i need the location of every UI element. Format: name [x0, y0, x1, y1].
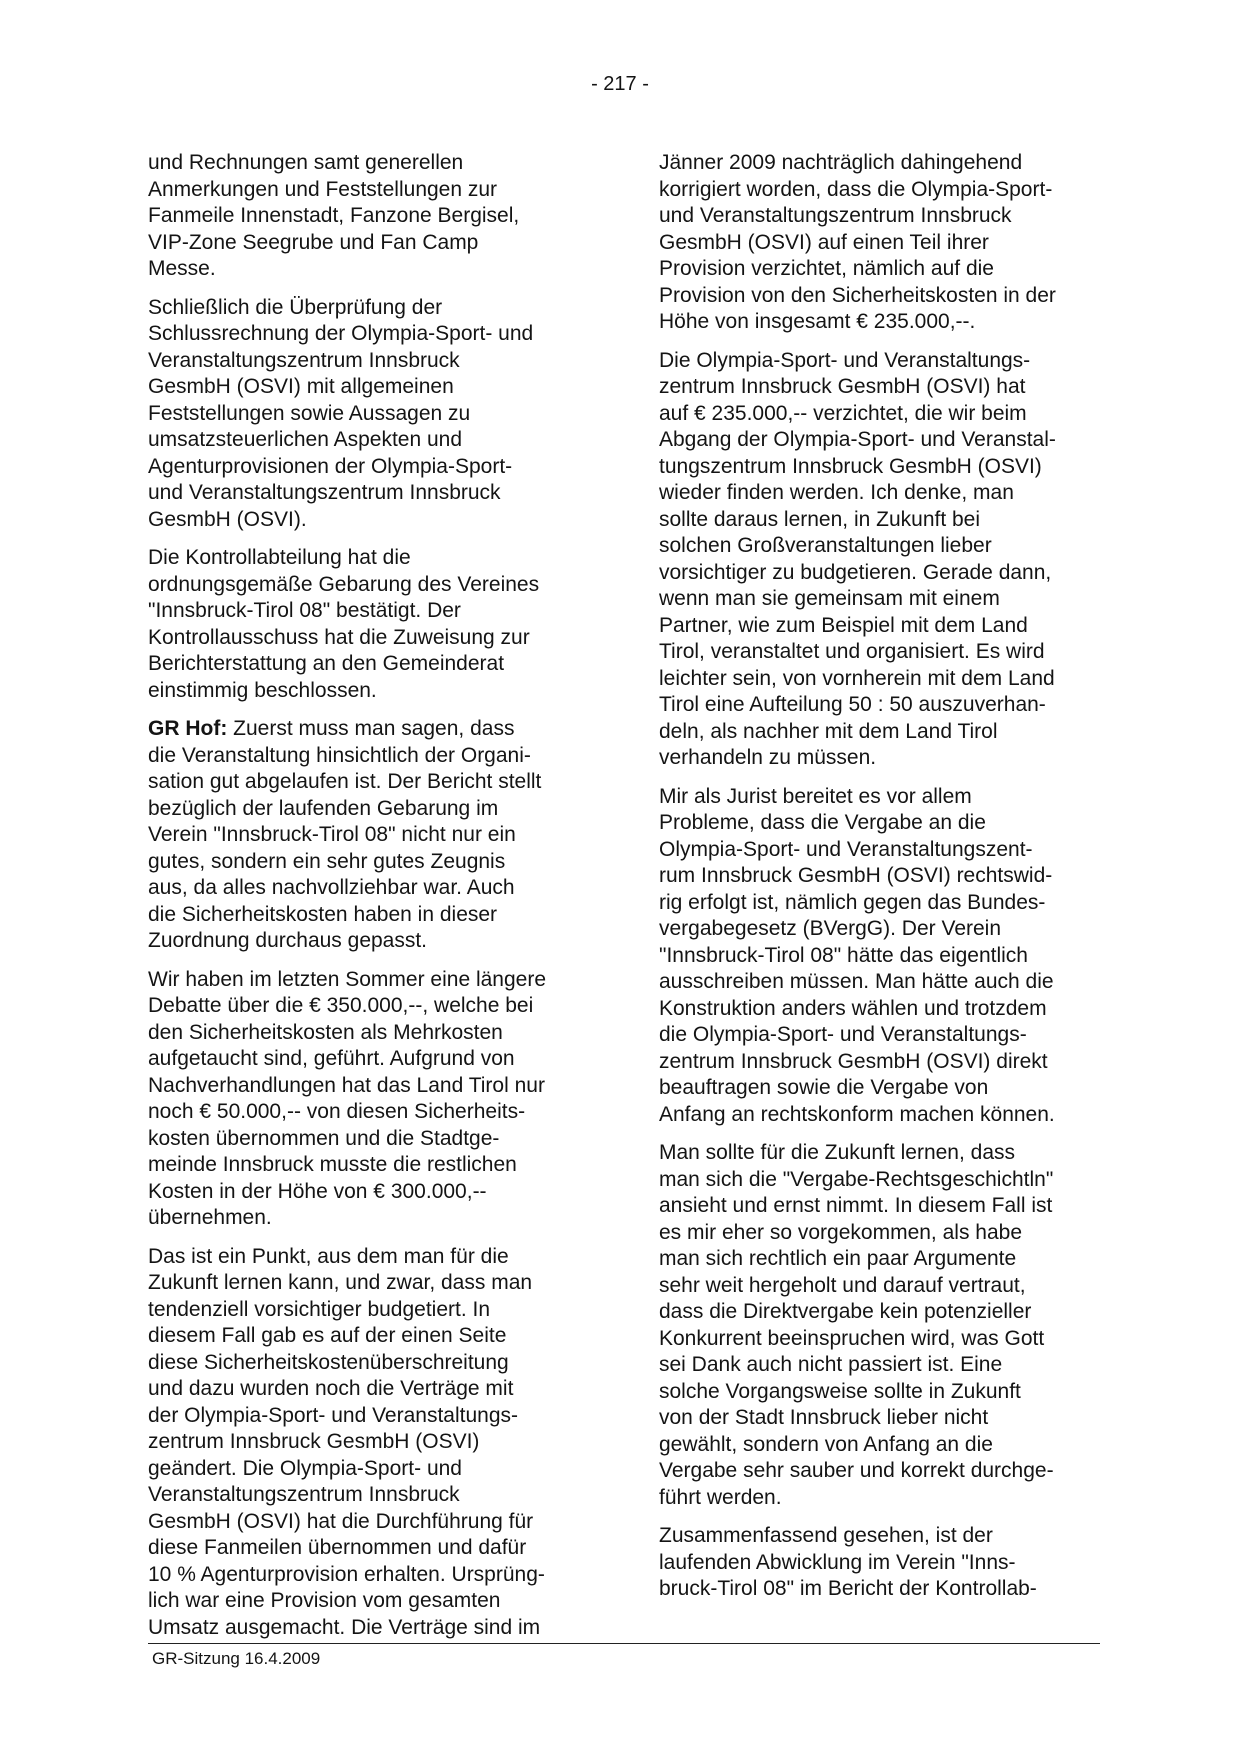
- paragraph-line: den Sicherheitskosten als Mehrkosten: [148, 1020, 503, 1044]
- paragraph-line: Berichterstattung an den Gemeinderat: [148, 652, 505, 675]
- paragraph-line: leichter sein, von vornherein mit dem Land: [659, 666, 1055, 690]
- paragraph: [659, 784, 1109, 1129]
- paragraph-line: man sich die "Vergabe-Rechtsgeschichtln": [659, 1167, 1054, 1191]
- paragraph-line: rig erfolgt ist, nämlich gegen das Bundes-: [659, 890, 1046, 914]
- paragraph-line: laufenden Abwicklung im Verein "Inns-: [659, 1550, 1016, 1574]
- paragraph-line: Schlussrechnung der Olympia-Sport- und: [148, 322, 534, 345]
- paragraph-line: Konstruktion anders wählen und trotzdem: [659, 996, 1047, 1020]
- paragraph-line: diesem Fall gab es auf der einen Seite: [148, 1324, 507, 1347]
- paragraph-line: Provision von den Sicherheitskosten in der: [659, 283, 1056, 307]
- paragraph-line: Jänner 2009 nachträglich dahingehend: [659, 151, 1023, 174]
- paragraph-line: aus, da alles nachvollziehbar war. Auch: [148, 876, 515, 899]
- paragraph-line: Schließlich die Überprüfung der: [148, 295, 443, 319]
- paragraph-line: man sich rechtlich ein paar Argumente: [659, 1247, 1017, 1270]
- paragraph-line: Die Kontrollabteilung hat die: [148, 546, 411, 569]
- paragraph-line: noch € 50.000,-- von diesen Sicherheits-: [148, 1100, 526, 1123]
- paragraph-line: Kontrollausschuss hat die Zuweisung zur: [148, 625, 530, 649]
- paragraph-line: einstimmig beschlossen.: [148, 678, 377, 702]
- paragraph-line: GesmbH (OSVI) mit allgemeinen: [148, 375, 454, 398]
- paragraph-line: verhandeln zu müssen.: [659, 746, 877, 769]
- paragraph-line: aufgetaucht sind, geführt. Aufgrund von: [148, 1047, 515, 1070]
- paragraph-line: führt werden.: [659, 1485, 782, 1509]
- paragraph: [659, 1140, 1109, 1511]
- paragraph-line: Kosten in der Höhe von € 300.000,--: [148, 1179, 487, 1203]
- paragraph-line: Das ist ein Punkt, aus dem man für die: [148, 1244, 509, 1268]
- paragraph-line: ausschreiben müssen. Man hätte auch die: [659, 970, 1054, 993]
- paragraph-line: tungszentrum Innsbruck GesmbH (OSVI): [659, 454, 1042, 478]
- paragraph-line: die Sicherheitskosten haben in dieser: [148, 902, 498, 926]
- paragraph-line: diese Sicherheitskostenüberschreitung: [148, 1350, 509, 1374]
- paragraph-line: übernehmen.: [148, 1206, 272, 1229]
- paragraph-line: ansieht und ernst nimmt. In diesem Fall ist: [659, 1194, 1053, 1217]
- paragraph-line: Probleme, dass die Vergabe an die: [659, 811, 986, 834]
- paragraph: [659, 150, 1109, 336]
- paragraph-line: GesmbH (OSVI) hat die Durchführung für: [148, 1509, 534, 1533]
- paragraph-line: Man sollte für die Zukunft lernen, dass: [659, 1141, 1016, 1164]
- paragraph-line: vorsichtiger zu budgetieren. Gerade dann,: [659, 560, 1052, 584]
- paragraph-line: korrigiert worden, dass die Olympia-Sport-: [659, 177, 1053, 201]
- paragraph-line: sehr weit hergeholt und darauf vertraut,: [659, 1273, 1026, 1297]
- paragraph: [148, 1244, 603, 1642]
- paragraph-line: Umsatz ausgemacht. Die Verträge sind im: [148, 1615, 541, 1639]
- paragraph-body: [148, 743, 603, 955]
- right-column: [659, 150, 1109, 1615]
- paragraph-line: ordnungsgemäße Gebarung des Vereines: [148, 572, 540, 596]
- paragraph-line: zentrum Innsbruck GesmbH (OSVI): [148, 1430, 480, 1453]
- paragraph-line: Veranstaltungszentrum Innsbruck: [148, 348, 460, 372]
- page-number: - 217 -: [591, 73, 649, 95]
- paragraph-line: Die Olympia-Sport- und Veranstaltungs-: [659, 348, 1031, 372]
- paragraph-line: die Veranstaltung hinsichtlich der Organi-: [148, 743, 531, 767]
- paragraph-line: Anfang an rechtskonform machen können.: [659, 1102, 1055, 1126]
- paragraph-line: sation gut abgelaufen ist. Der Bericht stellt: [148, 770, 542, 793]
- paragraph-line: Provision verzichtet, nämlich auf die: [659, 257, 994, 280]
- paragraph-line: "Innsbruck-Tirol 08" bestätigt. Der: [148, 599, 461, 622]
- paragraph: [659, 1523, 1109, 1603]
- paragraph-line: Konkurrent beeinspruchen wird, was Gott: [659, 1326, 1045, 1350]
- paragraph-line: GesmbH (OSVI).: [148, 507, 307, 531]
- paragraph-line: [148, 716, 603, 743]
- paragraph-line: GesmbH (OSVI) auf einen Teil ihrer: [659, 230, 989, 254]
- paragraph-line: Höhe von insgesamt € 235.000,--.: [659, 310, 976, 333]
- paragraph-line: dass die Direktvergabe kein potenzieller: [659, 1300, 1032, 1323]
- paragraph-line: auf € 235.000,-- verzichtet, die wir beim: [659, 401, 1027, 425]
- paragraph-line: und Veranstaltungszentrum Innsbruck: [148, 481, 501, 504]
- paragraph-line: und dazu wurden noch die Verträge mit: [148, 1377, 514, 1400]
- paragraph-line: Veranstaltungszentrum Innsbruck: [148, 1483, 460, 1506]
- paragraph-line: Feststellungen sowie Aussagen zu: [148, 401, 471, 425]
- paragraph-line: Fanmeile Innenstadt, Fanzone Bergisel,: [148, 204, 520, 227]
- left-column: [148, 150, 603, 1653]
- paragraph-line: beauftragen sowie die Vergabe von: [659, 1076, 989, 1099]
- paragraph-line: Debatte über die € 350.000,--, welche bei: [148, 994, 534, 1017]
- paragraph-line: solchen Großveranstaltungen lieber: [659, 534, 992, 557]
- paragraph-line: und Rechnungen samt generellen: [148, 151, 464, 174]
- paragraph-line: "Innsbruck-Tirol 08" hätte das eigentlich: [659, 943, 1028, 967]
- paragraph-line: gutes, sondern ein sehr gutes Zeugnis: [148, 849, 506, 873]
- paragraph-line: geändert. Die Olympia-Sport- und: [148, 1456, 462, 1480]
- paragraph-line: Anmerkungen und Feststellungen zur: [148, 177, 498, 201]
- paragraph-line: Mir als Jurist bereitet es vor allem: [659, 784, 972, 808]
- paragraph-line: 10 % Agenturprovision erhalten. Ursprüng-: [148, 1562, 545, 1586]
- footer-divider: [148, 1643, 1100, 1644]
- paragraph-line: Vergabe sehr sauber und korrekt durchge-: [659, 1459, 1054, 1482]
- paragraph-line: Messe.: [148, 257, 216, 280]
- speaker-name: GR Hof:: [148, 717, 228, 740]
- paragraph-line: wenn man sie gemeinsam mit einem: [659, 587, 1000, 610]
- speaker-text: Zuerst muss man sagen, dass: [227, 717, 515, 740]
- paragraph-line: von der Stadt Innsbruck lieber nicht: [659, 1406, 989, 1429]
- paragraph-line: es mir eher so vorgekommen, als habe: [659, 1220, 1022, 1244]
- paragraph-line: Abgang der Olympia-Sport- und Veranstal-: [659, 428, 1056, 451]
- paragraph-line: die Olympia-Sport- und Veranstaltungs-: [659, 1023, 1027, 1046]
- paragraph: [148, 967, 603, 1232]
- paragraph-line: bruck-Tirol 08" im Bericht der Kontrollab-: [659, 1577, 1037, 1600]
- paragraph-line: Zukunft lernen kann, und zwar, dass man: [148, 1271, 533, 1294]
- paragraph-line: zentrum Innsbruck GesmbH (OSVI) hat: [659, 375, 1026, 398]
- paragraph-line: Nachverhandlungen hat das Land Tirol nur: [148, 1073, 545, 1097]
- paragraph-line: wieder finden werden. Ich denke, man: [659, 481, 1014, 504]
- paragraph-line: solche Vorgangsweise sollte in Zukunft: [659, 1379, 1021, 1403]
- speaker-paragraph: [148, 716, 603, 955]
- paragraph-line: Verein "Innsbruck-Tirol 08" nicht nur ein: [148, 823, 516, 846]
- paragraph-line: und Veranstaltungszentrum Innsbruck: [659, 204, 1012, 227]
- paragraph-line: Olympia-Sport- und Veranstaltungszent-: [659, 837, 1033, 861]
- paragraph-line: umsatzsteuerlichen Aspekten und: [148, 428, 463, 451]
- paragraph-line: gewählt, sondern von Anfang an die: [659, 1432, 993, 1456]
- paragraph-line: der Olympia-Sport- und Veranstaltungs-: [148, 1403, 519, 1427]
- paragraph-line: diese Fanmeilen übernommen und dafür: [148, 1536, 527, 1559]
- paragraph-line: sei Dank auch nicht passiert ist. Eine: [659, 1353, 1003, 1376]
- paragraph-line: tendenziell vorsichtiger budgetiert. In: [148, 1297, 491, 1321]
- paragraph-line: meinde Innsbruck musste die restlichen: [148, 1153, 517, 1176]
- paragraph: [148, 545, 603, 704]
- paragraph-line: zentrum Innsbruck GesmbH (OSVI) direkt: [659, 1049, 1048, 1073]
- paragraph-line: lich war eine Provision vom gesamten: [148, 1589, 501, 1612]
- paragraph-line: Tirol eine Aufteilung 50 : 50 auszuverhan-: [659, 693, 1046, 716]
- paragraph-line: sollte daraus lernen, in Zukunft bei: [659, 507, 981, 531]
- paragraph-line: rum Innsbruck GesmbH (OSVI) rechtswid-: [659, 864, 1053, 887]
- paragraph: [148, 295, 603, 534]
- paragraph-line: Tirol, veranstaltet und organisiert. Es wird: [659, 640, 1045, 663]
- paragraph-line: bezüglich der laufenden Gebarung im: [148, 796, 499, 820]
- paragraph: [148, 150, 603, 283]
- paragraph-line: kosten übernommen und die Stadtge-: [148, 1126, 500, 1150]
- paragraph-line: Zuordnung durchaus gepasst.: [148, 929, 428, 952]
- paragraph: [659, 348, 1109, 772]
- footer-text: GR-Sitzung 16.4.2009: [152, 1649, 321, 1668]
- paragraph-line: Agenturprovisionen der Olympia-Sport-: [148, 454, 513, 478]
- paragraph-line: Wir haben im letzten Sommer eine längere: [148, 967, 547, 991]
- paragraph-line: Zusammenfassend gesehen, ist der: [659, 1524, 993, 1547]
- paragraph-line: VIP-Zone Seegrube und Fan Camp: [148, 230, 479, 254]
- paragraph-line: vergabegesetz (BVergG). Der Verein: [659, 917, 1002, 940]
- paragraph-line: Partner, wie zum Beispiel mit dem Land: [659, 613, 1028, 637]
- paragraph-line: deln, als nachher mit dem Land Tirol: [659, 719, 998, 743]
